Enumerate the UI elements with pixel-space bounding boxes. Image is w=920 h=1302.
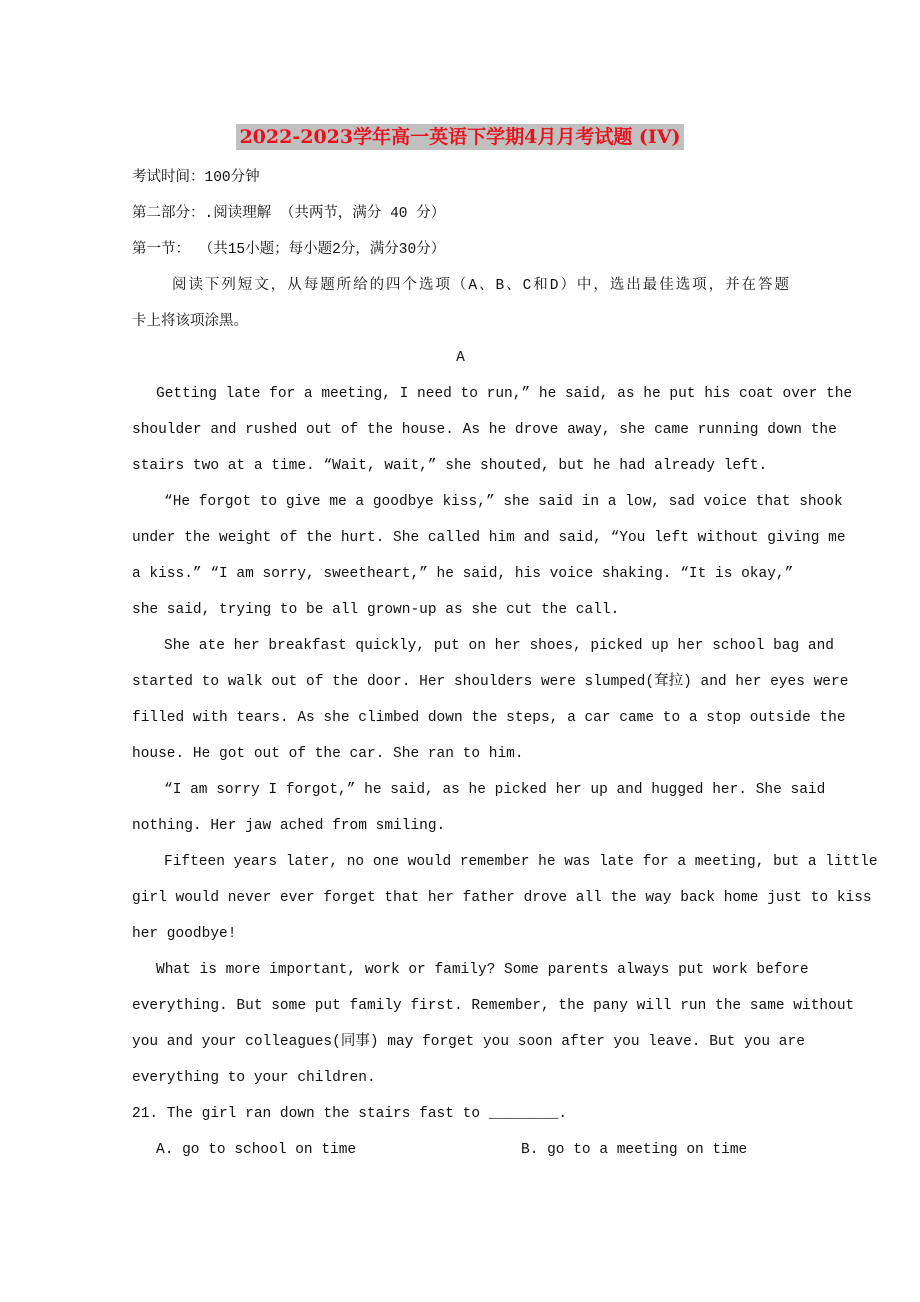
document-title: 2022-2023学年高一英语下学期4月月考试题 (IV) bbox=[236, 124, 683, 150]
passage-line: her goodbye! bbox=[132, 926, 237, 942]
passage-line: filled with tears. As she climbed down the steps, a car came to a stop outside the bbox=[132, 710, 846, 726]
passage-line: shoulder and rushed out of the house. As he drove away, she came running down the bbox=[132, 422, 837, 438]
passage-line: “I am sorry I forgot,” he said, as he picked her up and hugged her. She said bbox=[164, 782, 826, 798]
passage-line: She ate her breakfast quickly, put on her shoes, picked up her school bag and bbox=[164, 638, 835, 654]
passage-line: house. He got out of the car. She ran to him. bbox=[132, 746, 524, 762]
passage-line: stairs two at a time. “Wait, wait,” she shouted, but he had already left. bbox=[132, 458, 768, 474]
option-a: A. go to school on time bbox=[156, 1142, 357, 1158]
passage-line: Getting late for a meeting, I need to run,” he said, as he put his coat over the bbox=[156, 386, 853, 402]
passage-line: girl would never ever forget that her father drove all the way back home just to kiss bbox=[132, 890, 872, 906]
passage-line: everything to your children. bbox=[132, 1070, 376, 1086]
passage-line: started to walk out of the door. Her shoulders were slumped(耷拉) and her eyes were bbox=[132, 674, 849, 690]
option-b: B. go to a meeting on time bbox=[521, 1142, 748, 1158]
passage-line: Fifteen years later, no one would remember he was late for a meeting, but a little bbox=[164, 854, 878, 870]
passage-line: under the weight of the hurt. She called him and said, “You left without giving me bbox=[132, 530, 846, 546]
document-body bbox=[132, 166, 878, 1174]
question-options bbox=[132, 1138, 789, 1174]
passage-line: you and your colleagues(同事) may forget you soon after you leave. But you are bbox=[132, 1034, 805, 1050]
passage-line: “He forgot to give me a goodbye kiss,” she said in a low, sad voice that shook bbox=[164, 494, 843, 510]
instructions-line: 卡上将该项涂黑。 bbox=[132, 314, 248, 330]
passage-line: nothing. Her jaw ached from smiling. bbox=[132, 818, 446, 834]
passage-line: she said, trying to be all grown-up as she cut the call. bbox=[132, 602, 620, 618]
passage-line: What is more important, work or family? Some parents always put work before bbox=[156, 962, 809, 978]
question-text: 21. The girl ran down the stairs fast to ________. bbox=[132, 1106, 568, 1122]
section-heading: 第二部分：.阅读理解 （共两节，满分 40 分） bbox=[132, 206, 446, 222]
instructions-line: 阅读下列短文，从每题所给的四个选项（A、B、C和D）中，选出最佳选项，并在答题 bbox=[172, 278, 789, 294]
subsection-heading: 第一节： （共15小题；每小题2分，满分30分） bbox=[132, 242, 446, 258]
exam-time: 考试时间：100分钟 bbox=[132, 170, 260, 186]
passage-line: everything. But some put family first. Remember, the pany will run the same without bbox=[132, 998, 855, 1014]
passage-label: A bbox=[456, 350, 465, 366]
passage-line: a kiss.” “I am sorry, sweetheart,” he said, his voice shaking. “It is okay,” bbox=[132, 566, 794, 582]
passage bbox=[132, 382, 878, 1102]
